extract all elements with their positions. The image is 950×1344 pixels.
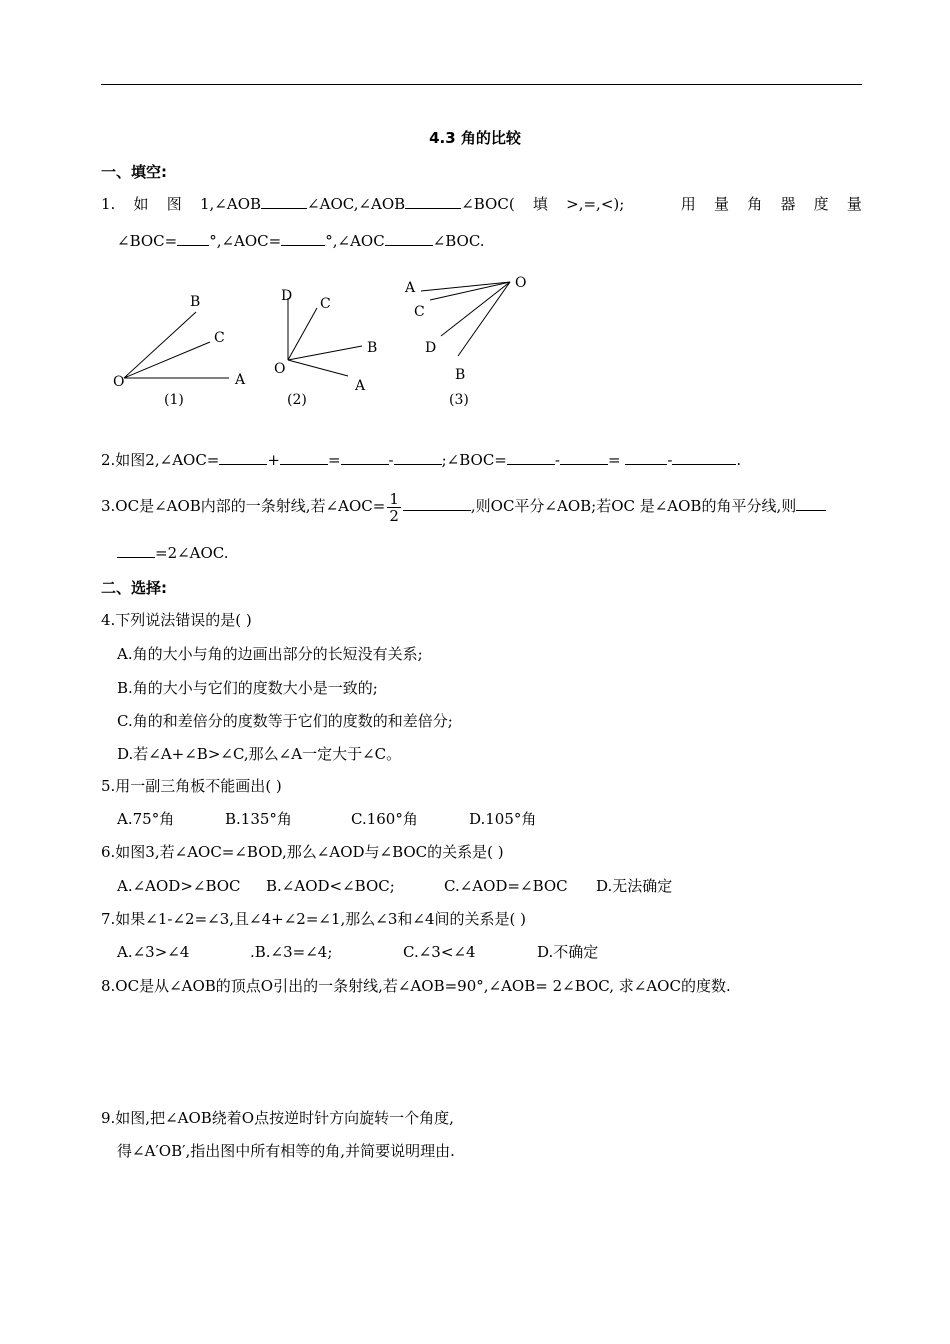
q1-char: 量	[713, 195, 729, 213]
q1-char: 填	[532, 195, 548, 213]
q7-option-d: D.不确定	[537, 943, 599, 961]
fig2-label-c: C	[320, 296, 331, 312]
question-6-stem: 6.如图3,若∠AOC=∠BOD,那么∠AOD与∠BOC的关系是( )	[101, 843, 504, 861]
q1-char: 用	[680, 195, 696, 213]
question-2: 2.如图2,∠AOC= + = - ;∠BOC= - = - .	[101, 451, 742, 469]
q1-options: >,=,<);	[566, 195, 625, 213]
question-9-line1: 9.如图,把∠AOB绕着O点按逆时针方向旋转一个角度,	[101, 1109, 454, 1127]
section-fill-in: 一、填空:	[101, 163, 167, 181]
fig1-label-c: C	[214, 330, 225, 346]
q6-option-d: D.无法确定	[596, 877, 673, 895]
q1-char: 角	[747, 195, 763, 213]
section-choice: 二、选择:	[101, 579, 167, 597]
question-4-stem: 4.下列说法错误的是( )	[101, 611, 252, 629]
fig1-caption: (1)	[164, 392, 184, 408]
answer-blank[interactable]	[405, 194, 461, 209]
fig2-label-b: B	[367, 340, 378, 356]
q6-option-b: B.∠AOD<∠BOC;	[266, 877, 395, 895]
fig1-label-a: A	[235, 372, 246, 388]
fig2-label-a: A	[355, 378, 366, 394]
q4-option-d: D.若∠A+∠B>∠C,那么∠A一定大于∠C。	[117, 745, 402, 763]
q4-option-a: A.角的大小与角的边画出部分的长短没有关系;	[117, 645, 423, 663]
q6-option-c: C.∠AOD=∠BOC	[444, 877, 568, 895]
question-7-stem: 7.如果∠1-∠2=∠3,且∠4+∠2=∠1,那么∠3和∠4间的关系是( )	[101, 910, 526, 928]
fig1-label-o: O	[113, 374, 125, 390]
q1-num: 1.	[101, 195, 116, 213]
fig3-label-a: A	[405, 280, 416, 296]
q1-char: 度	[813, 195, 829, 213]
answer-blank[interactable]	[560, 450, 608, 465]
q1-char: 图	[166, 195, 182, 213]
q5-option-d: D.105°角	[469, 810, 537, 828]
answer-blank[interactable]	[394, 450, 442, 465]
answer-blank[interactable]	[796, 496, 826, 511]
fig2-caption: (2)	[287, 392, 307, 408]
fig3-label-b: B	[455, 367, 466, 383]
question-3: 3.OC是∠AOB内部的一条射线,若∠AOC= $\frac{1}{2}$ ,则OC平分∠AOB;若OC 是∠AOB的角平分线,则	[101, 486, 826, 526]
fig2-label-d: D	[281, 288, 293, 304]
q4-option-b: B.角的大小与它们的度数大小是一致的;	[117, 679, 378, 697]
q1-body: 1,∠AOB ∠AOC,∠AOB ∠BOC(	[200, 195, 515, 213]
fraction-one-half: $\frac{1}{2}$	[389, 489, 399, 525]
header-rule	[101, 84, 862, 85]
fig3-label-o: O	[515, 275, 527, 291]
fig3-caption: (3)	[449, 392, 469, 408]
answer-blank[interactable]	[177, 231, 209, 246]
q7-option-a: A.∠3>∠4	[117, 943, 190, 961]
question-9-line2: 得∠A′OB′,指出图中所有相等的角,并简要说明理由.	[117, 1142, 455, 1160]
page-title: 4.3 角的比较	[429, 129, 521, 147]
answer-blank[interactable]	[341, 450, 389, 465]
answer-blank[interactable]	[280, 450, 328, 465]
answer-blank[interactable]	[403, 496, 471, 511]
q5-option-b: B.135°角	[225, 810, 292, 828]
answer-blank[interactable]	[281, 231, 325, 246]
fig3-label-c: C	[414, 304, 425, 320]
question-8: 8.OC是从∠AOB的顶点O引出的一条射线,若∠AOB=90°,∠AOB= 2∠BOC, 求∠AOC的度数.	[101, 977, 731, 995]
q1-char: 器	[780, 195, 796, 213]
q6-option-a: A.∠AOD>∠BOC	[117, 877, 241, 895]
q7-option-b: .B.∠3=∠4;	[250, 943, 333, 961]
q1-char: 量	[846, 195, 862, 213]
q5-option-a: A.75°角	[117, 810, 175, 828]
fig3-label-d: D	[425, 340, 437, 356]
answer-blank[interactable]	[385, 231, 433, 246]
figures	[0, 270, 950, 430]
q5-option-c: C.160°角	[351, 810, 418, 828]
answer-blank[interactable]	[507, 450, 555, 465]
q4-option-c: C.角的和差倍分的度数等于它们的度数的和差倍分;	[117, 712, 453, 730]
answer-blank[interactable]	[117, 543, 155, 558]
answer-blank[interactable]	[261, 194, 307, 209]
answer-blank[interactable]	[672, 450, 736, 465]
answer-blank[interactable]	[625, 450, 667, 465]
q7-option-c: C.∠3<∠4	[403, 943, 476, 961]
q1-char: 如	[133, 195, 149, 213]
fig1-label-b: B	[190, 294, 201, 310]
answer-blank[interactable]	[219, 450, 267, 465]
question-3-line2: =2∠AOC.	[117, 543, 229, 563]
question-1-line2: ∠BOC= °,∠AOC= °,∠AOC ∠BOC.	[117, 232, 485, 250]
fig2-label-o: O	[274, 361, 286, 377]
question-5-stem: 5.用一副三角板不能画出( )	[101, 777, 282, 795]
question-1-line1	[101, 194, 862, 214]
